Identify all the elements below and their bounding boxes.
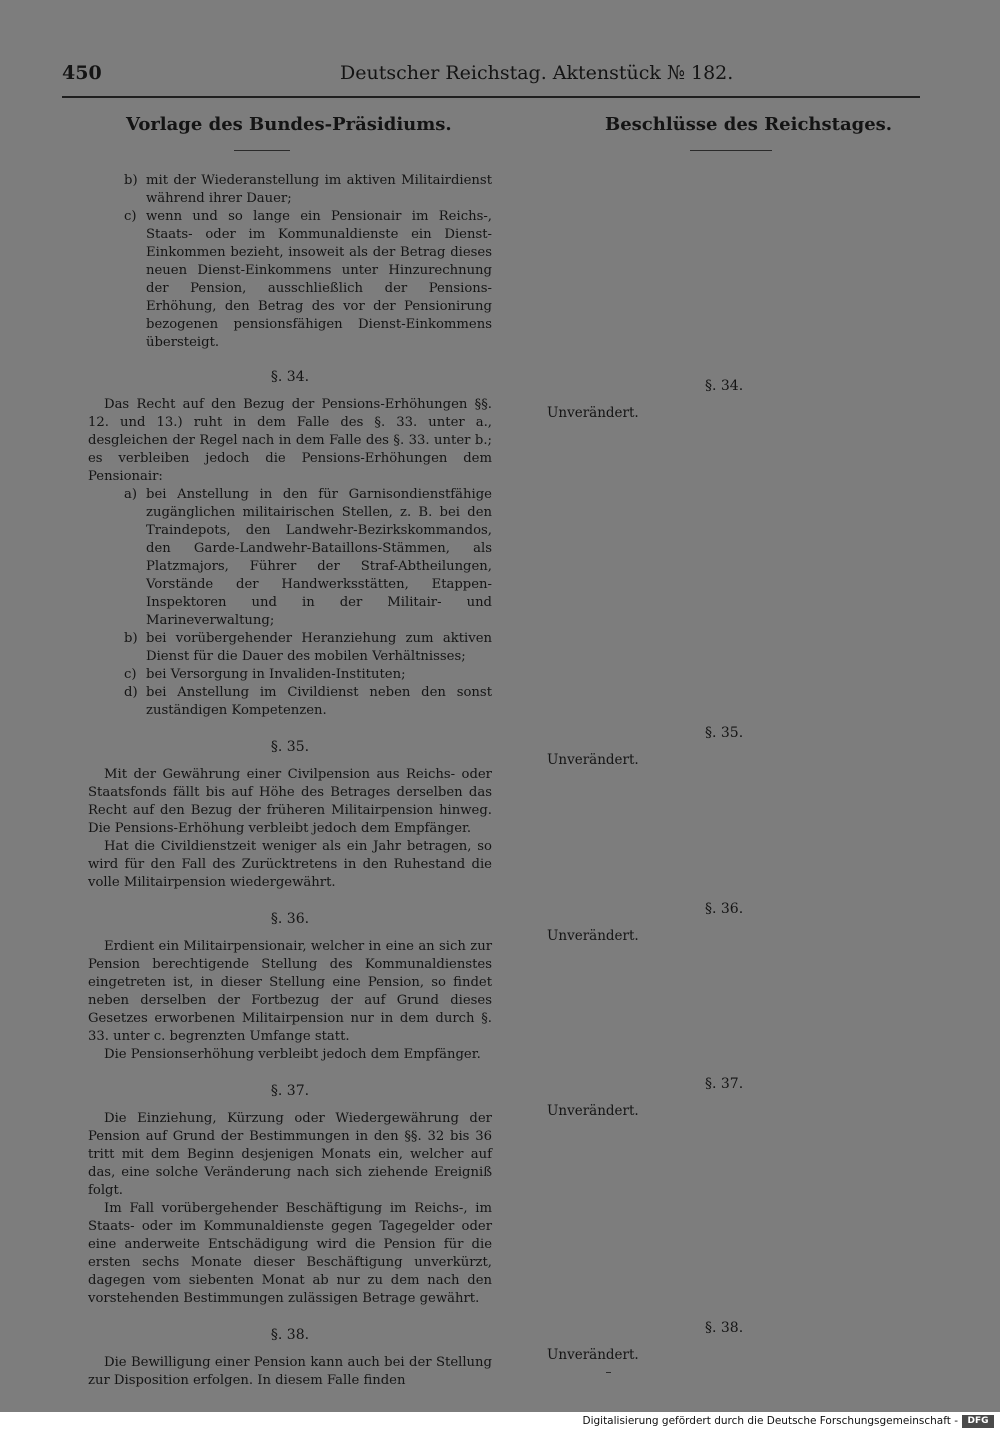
right-dash-mark [606, 1372, 611, 1373]
running-title: Deutscher Reichstag. Aktenstück № 182. [340, 62, 734, 84]
left-column-title: Vorlage des Bundes-Präsidiums. [126, 114, 452, 135]
section-heading-35: §. 35. [270, 739, 310, 755]
item-label: b) [124, 631, 138, 646]
sec38-paragraph-1: Die Bewilligung einer Pension kann auch bei der Stellung zur Disposition erfolgen. In diesem Falle finden [88, 1355, 492, 1388]
item-label: d) [124, 685, 138, 700]
right-section-34: §. 34. [705, 378, 744, 394]
item-label: b) [124, 173, 138, 188]
section-heading-38: §. 38. [270, 1327, 310, 1343]
section-heading-37: §. 37. [270, 1083, 310, 1099]
footer-credit: Digitalisierung gefördert durch die Deutsche Forschungsgemeinschaft - [582, 1415, 958, 1427]
page-number: 450 [62, 62, 102, 84]
header-rule [62, 96, 920, 98]
sec37-paragraph-1: Die Einziehung, Kürzung oder Wiedergewährung der Pension auf Grund der Bestimmungen in den §§. 32 bis 36 tritt mit dem Beginn desjenigen Monats ein, welcher auf das, eine solche Veränderung nach sich ziehende Ereigniß folgt. [88, 1111, 492, 1198]
right-section-36: §. 36. [705, 901, 744, 917]
left-title-rule [234, 150, 290, 151]
sec37-paragraph-2: Im Fall vorübergehender Beschäftigung im Reichs-, im Staats- oder im Kommunaldienste gegen Tagegelder oder eine anderweite Entschädigung wird die Pension für die ersten sechs Monate dieser Beschäftigung unverkürzt, dagegen vom siebenten Monat ab nur zu dem nach den vorstehenden Bestimmungen zulässigen Betrage gewährt. [88, 1201, 492, 1306]
sec34-item-c [124, 666, 492, 684]
section-heading-34: §. 34. [270, 369, 310, 385]
sec36-paragraph-1: Erdient ein Militairpensionair, welcher in eine an sich zur Pension berechtigende Stellung des Kommunaldienstes eingetreten ist, in dieser Stellung eine Pension, so findet neben derselben der Fortbezug der auf Grund dieses Gesetzes erworbenen Militairpension nur in dem durch §. 33. unter c. begrenzten Umfange statt. [88, 939, 492, 1044]
item-text: bei vorübergehender Heranziehung zum aktiven Dienst für die Dauer des mobilen Verhältnisses; [146, 631, 492, 664]
right-section-35: §. 35. [705, 725, 744, 741]
dfg-logo-icon: DFG [962, 1415, 994, 1428]
sec35-paragraph-1: Mit der Gewährung einer Civilpension aus Reichs- oder Staatsfonds fällt bis auf Höhe des Betrages derselben das Recht auf den Bezug der früheren Militairpension hinweg. Die Pensions-Erhöhung verbleibt jedoch dem Empfänger. [88, 767, 492, 836]
sec34-item-d [124, 684, 492, 720]
item-text: mit der Wiederanstellung im aktiven Militairdienst während ihrer Dauer; [146, 173, 492, 206]
page-header [62, 62, 920, 92]
section-heading-36: §. 36. [270, 911, 310, 927]
sec33-item-b [124, 172, 492, 208]
right-title-rule [690, 150, 772, 151]
digitization-footer [0, 1412, 1000, 1432]
item-text: bei Anstellung in den für Garnisondienstfähige zugänglichen militairischen Stellen, z. B. bei den Traindepots, den Landwehr-Bezirkskommandos, den Garde-Landwehr-Bataillons-Stämmen, als Platzmajors, Führer der Straf-Abtheilungen, Vorstände der Handwerksstätten, Etappen-Inspektoren und in der Militair- und Marineverwaltung; [146, 487, 492, 628]
right-unchanged-37: Unverändert. [547, 1103, 639, 1119]
item-label: c) [124, 209, 137, 224]
right-unchanged-35: Unverändert. [547, 752, 639, 768]
right-unchanged-38: Unverändert. [547, 1347, 639, 1363]
sec36-paragraph-2: Die Pensionserhöhung verbleibt jedoch dem Empfänger. [104, 1047, 481, 1062]
item-text: bei Versorgung in Invaliden-Instituten; [146, 667, 406, 682]
sec35-paragraph-2: Hat die Civildienstzeit weniger als ein Jahr betragen, so wird für den Fall des Zurücktretens in den Ruhestand die volle Militairpension wiedergewährt. [88, 839, 492, 890]
item-label: a) [124, 487, 138, 502]
item-label: c) [124, 667, 137, 682]
right-unchanged-36: Unverändert. [547, 928, 639, 944]
right-column-title: Beschlüsse des Reichstages. [605, 114, 893, 135]
sec34-item-b [124, 630, 492, 666]
right-section-37: §. 37. [705, 1076, 744, 1092]
sec34-intro: Das Recht auf den Bezug der Pensions-Erhöhungen §§. 12. und 13.) ruht in dem Falle des §. 33. unter a., desgleichen der Regel nach in dem Falle des §. 33. unter b.; es verbleiben jedoch die Pensions-Erhöhungen dem Pensionair: [88, 397, 492, 484]
right-unchanged-34: Unverändert. [547, 405, 639, 421]
item-text: bei Anstellung im Civildienst neben den sonst zuständigen Kompetenzen. [146, 685, 492, 718]
sec34-item-a [124, 486, 492, 630]
right-section-38: §. 38. [705, 1320, 744, 1336]
sec33-item-c [124, 208, 492, 352]
item-text: wenn und so lange ein Pensionair im Reichs-, Staats- oder im Kommunaldienste ein Dienst-Einkommen bezieht, insoweit als der Betrag dieses neuen Dienst-Einkommens unter Hinzurechnung der Pension, ausschließlich der Pensions-Erhöhung, den Betrag des vor der Pensionirung bezogenen pensionsfähigen Dienst-Einkommens übersteigt. [146, 209, 492, 350]
left-column [88, 172, 492, 1390]
